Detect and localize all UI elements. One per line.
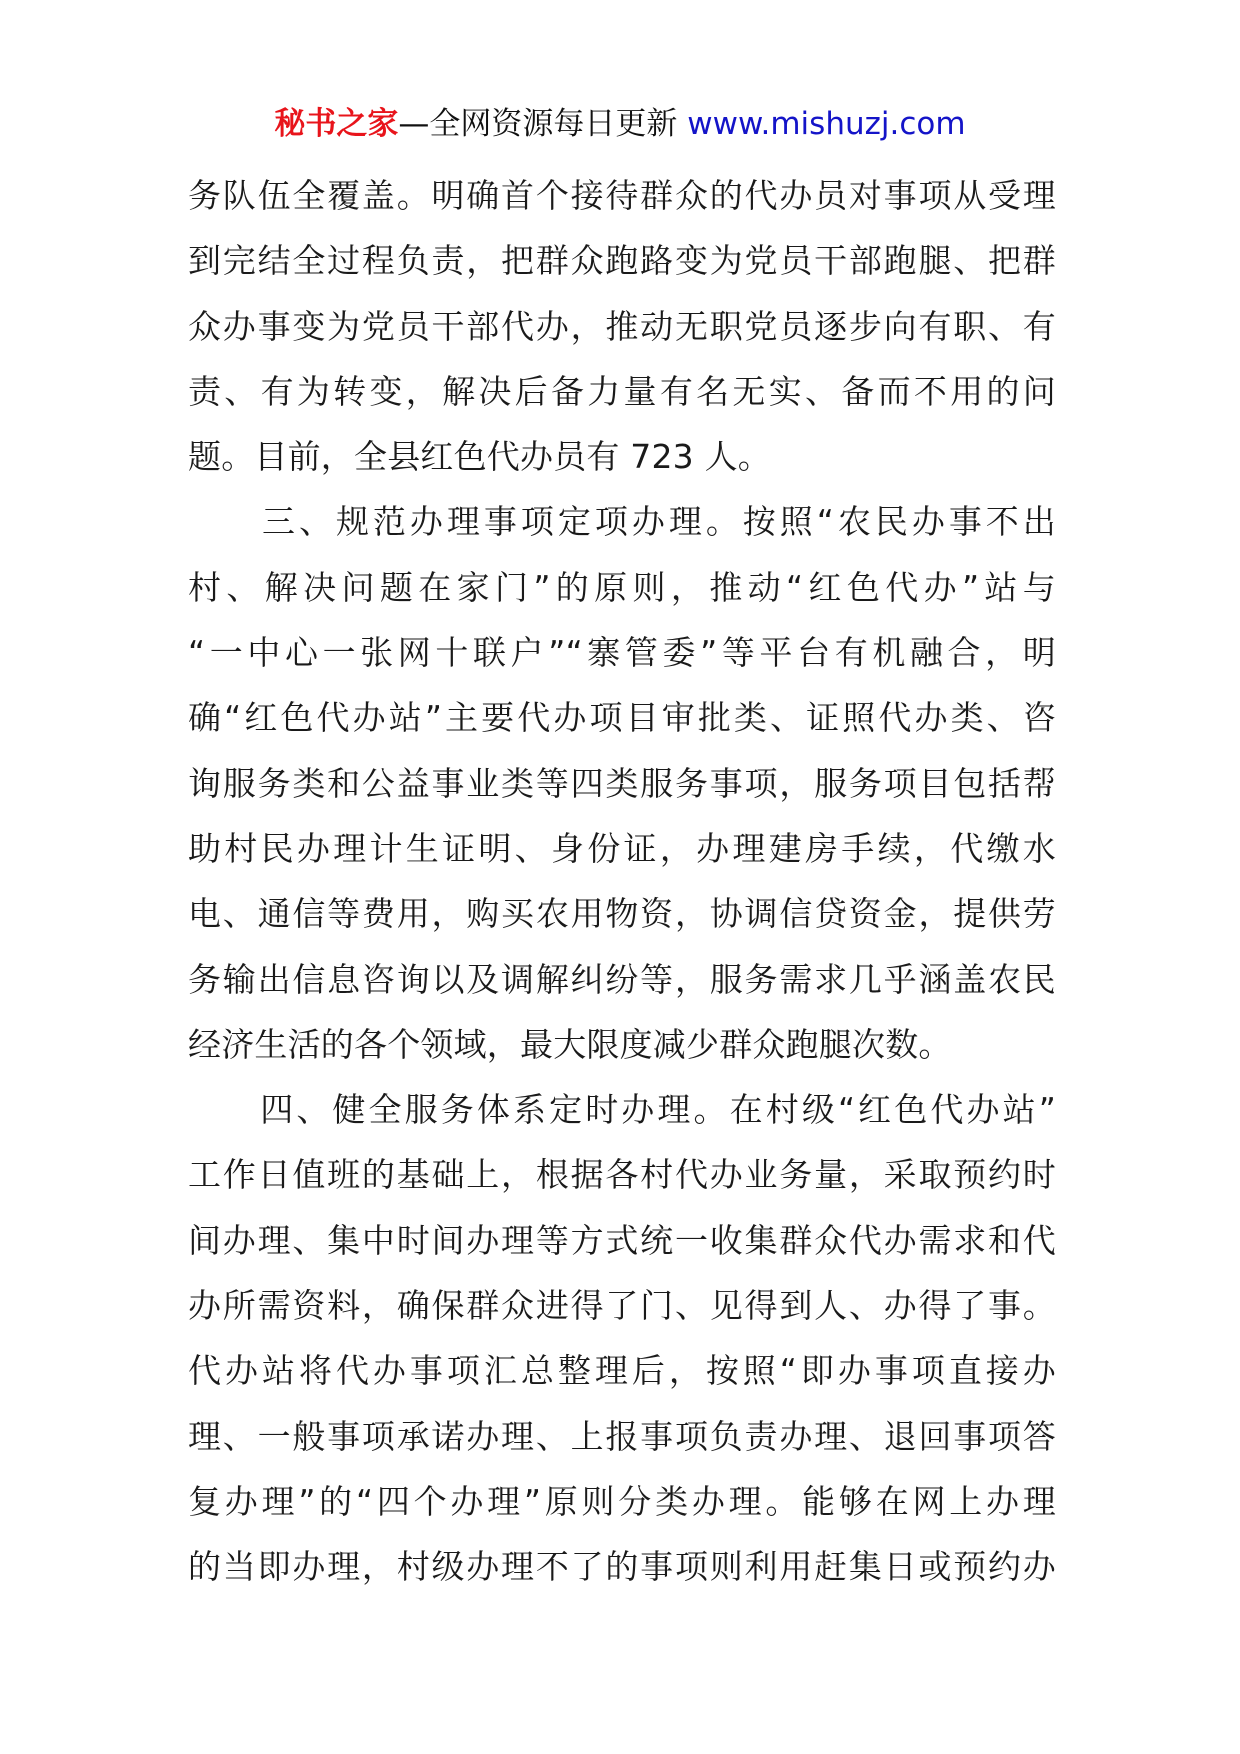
- document-body: [188, 163, 1056, 1600]
- text-line: 四、健全服务体系定时办理。在村级“红色代办站”: [188, 1090, 1056, 1130]
- text-line: 责、有为转变，解决后备力量有名无实、备而不用的问: [188, 371, 1056, 411]
- text-line: 三、规范办理事项定项办理。按照“农民办事不出: [188, 502, 1056, 542]
- text-line: 复办理”的“四个办理”原则分类办理。能够在网上办理: [188, 1481, 1056, 1521]
- text-line: 理、一般事项承诺办理、上报事项负责办理、退回事项答: [188, 1416, 1056, 1456]
- text-line: 务输出信息咨询以及调解纠纷等，服务需求几乎涵盖农民: [188, 959, 1056, 999]
- text-line: 村、解决问题在家门”的原则，推动“红色代办”站与: [188, 567, 1056, 607]
- text-line: 众办事变为党员干部代办，推动无职党员逐步向有职、有: [188, 306, 1056, 346]
- text-line: 务队伍全覆盖。明确首个接待群众的代办员对事项从受理: [188, 176, 1056, 215]
- text-line: 代办站将代办事项汇总整理后，按照“即办事项直接办: [188, 1351, 1056, 1391]
- text-line: 询服务类和公益事业类等四类服务事项，服务项目包括帮: [188, 763, 1056, 803]
- website-link[interactable]: www.mishuzj.com: [687, 106, 966, 142]
- text-line: 确“红色代办站”主要代办项目审批类、证照代办类、咨: [188, 698, 1056, 738]
- text-line: 的当即办理，村级办理不了的事项则利用赶集日或预约办: [188, 1547, 1056, 1587]
- text-line: “一中心一张网十联户”“寨管委”等平台有机融合，明: [188, 633, 1056, 673]
- page-header: [0, 100, 1240, 148]
- text-line: 题。目前，全县红色代办员有 723 人。: [188, 437, 771, 477]
- header-slogan: —全网资源每日更新: [398, 106, 688, 142]
- text-line: 工作日值班的基础上，根据各村代办业务量，采取预约时: [188, 1155, 1056, 1195]
- brand-name: 秘书之家: [274, 106, 399, 142]
- text-line: 助村民办理计生证明、身份证，办理建房手续，代缴水: [188, 828, 1056, 868]
- text-line: 办所需资料，确保群众进得了门、见得到人、办得了事。: [188, 1286, 1056, 1326]
- text-line: 电、通信等费用，购买农用物资，协调信贷资金，提供劳: [188, 894, 1056, 934]
- text-line: 经济生活的各个领域，最大限度减少群众跑腿次数。: [188, 1024, 952, 1064]
- text-line: 间办理、集中时间办理等方式统一收集群众代办需求和代: [188, 1220, 1056, 1260]
- text-line: 到完结全过程负责，把群众跑路变为党员干部跑腿、把群: [188, 241, 1056, 281]
